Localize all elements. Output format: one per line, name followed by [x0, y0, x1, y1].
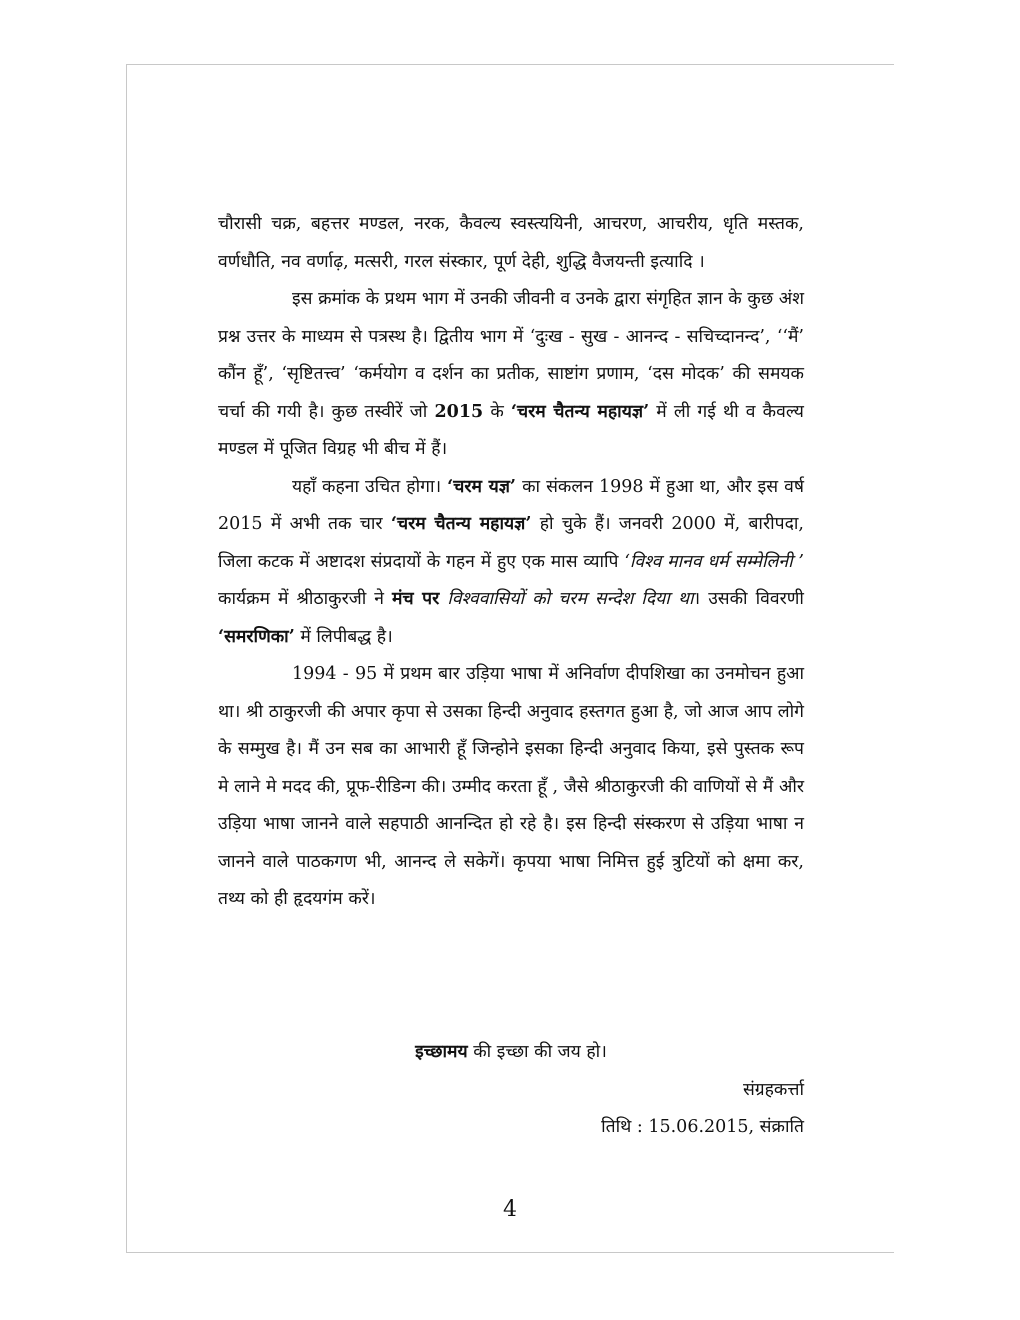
- page-number: 4: [503, 1197, 517, 1222]
- blessing-line: [218, 1034, 804, 1072]
- compiler-label: संग्रहकर्त्ता: [742, 1079, 804, 1100]
- closing-section: [218, 1034, 804, 1147]
- blessing-rest: की इच्छा की जय हो।: [473, 1042, 607, 1062]
- paragraph-2: [218, 281, 804, 469]
- body-text: [218, 206, 804, 919]
- paragraph-3-text-a: यहाँ कहना उचित होगा।: [292, 476, 442, 497]
- paragraph-1: चौरासी चक्र, बहत्तर मण्डल, नरक, कैवल्य स्वस्त्ययिनी, आचरण, आचरीय, धृति मस्तक, वर्णधौति, नव वर्णाढ़, मत्सरी, गरल संस्कार, पूर्ण देही, शुद्धि वैजयन्ती इत्यादि ।: [218, 214, 804, 272]
- paragraph-3-charam-yagya-bold: ‘चरम यज्ञ’: [447, 476, 517, 497]
- page-border-left: [126, 64, 127, 1252]
- page-border-bottom: [126, 1252, 894, 1253]
- paragraph-3-text-d: कार्यक्रम में श्रीठाकुरजी ने: [218, 589, 385, 609]
- paragraph-3-text-b: का संकलन 1998 में हुआ था, और इस वर्ष 2015 में अभी तक चार: [218, 476, 804, 534]
- paragraph-2-year-bold: 2015: [434, 401, 484, 422]
- date-line: तिथि : 15.06.2015, संक्राति: [601, 1117, 804, 1137]
- paragraph-3: [218, 469, 804, 657]
- paragraph-3-manch-bold: मंच पर: [392, 589, 440, 609]
- paragraph-2-text-b: के: [490, 401, 504, 422]
- paragraph-2-text-a: इस क्रमांक के प्रथम भाग में उनकी जीवनी व उनके द्वारा संगृहित ज्ञान के कुछ अंश प्रश्न उत्तर के माध्यम से पत्रस्थ है। द्वितीय भाग में ‘दुःख - सुख - आनन्द - सचिच्दानन्द’, ‘‘मैं’ कौंन हूँ’, ‘सृष्टितत्त्व’ ‘कर्मयोग व दर्शन का प्रतीक, साष्टांग प्रणाम, ‘दस मोदक’ की समयक चर्चा की गयी है। कुछ तस्वीरें जो: [218, 289, 804, 422]
- paragraph-3-text-e: । उसकी विवरणी: [693, 589, 804, 609]
- paragraph-3-text-c: हो चुके हैं। जनवरी 2000 में, बारीपदा, जिला कटक में अष्टादश संप्रदायों के गहन में हुए एक मास व्यापि: [218, 514, 804, 572]
- paragraph-3-text-f: में लिपीबद्ध है।: [300, 626, 393, 647]
- paragraph-3-sammelini-italic: ‘विश्व मानव धर्म सम्मेलिनी ’: [624, 551, 804, 572]
- paragraph-2-event-bold: ‘चरम चैतन्य महायज्ञ’: [510, 401, 650, 422]
- paragraph-4: 1994 - 95 में प्रथम बार उड़िया भाषा में अनिर्वाण दीपशिखा का उनमोचन हुआ था। श्री ठाकुरजी की अपार कृपा से उसका हिन्दी अनुवाद हस्तगत हुआ है, जो आज आप लोगे के सम्मुख है। मैं उन सब का आभारी हूँ जिन्होने इसका हिन्दी अनुवाद किया, इसे पुस्तक रूप मे लाने मे मदद की, प्रूफ-रीडिन्ग की। उम्मीद करता हूँ , जैसे श्रीठाकुरजी की वाणियों से मैं और उड़िया भाषा जानने वाले सहपाठी आनन्दित हो रहे है। इस हिन्दी संस्करण से उड़िया भाषा न जानने वाले पाठकगण भी, आनन्द ले सकेगें। कृपया भाषा निमित्त हुई त्रुटियों को क्षमा कर, तथ्य को ही हृदयगंम करें।: [218, 664, 804, 909]
- paragraph-3-sandesh-italic: विश्ववासियों को चरम सन्देश दिया था: [447, 589, 694, 609]
- page-border-top: [126, 64, 894, 65]
- paragraph-3-mahayagya-bold: ‘चरम चैतन्य महायज्ञ’: [390, 514, 532, 534]
- paragraph-2-text-c: में ली गई थी व कैवल्य मण्डल में पूजित विग्रह भी बीच में हैं।: [218, 401, 804, 459]
- blessing-bold-word: इच्छामय: [415, 1042, 468, 1062]
- paragraph-3-smaranika-bold: ‘समरणिका’: [218, 626, 295, 647]
